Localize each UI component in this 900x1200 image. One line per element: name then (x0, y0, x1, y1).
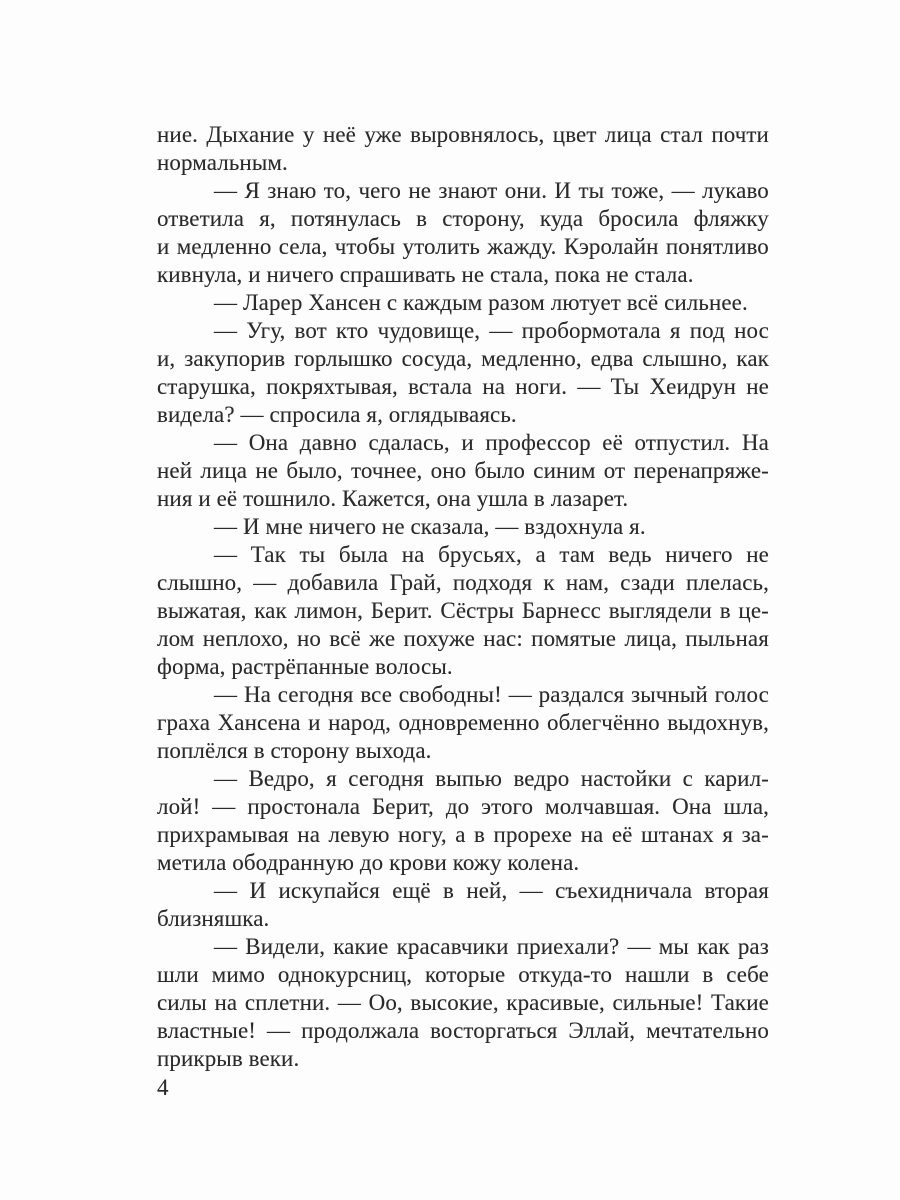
word: брусьях, (438, 542, 522, 567)
page-number: 4 (157, 1075, 169, 1100)
word: сплетни. (244, 990, 331, 1015)
word: мечтательно (646, 1018, 769, 1043)
word: Кэролайн (563, 234, 659, 259)
word: лимон, (294, 598, 364, 623)
word: сегодня (277, 682, 354, 707)
word: чего (358, 178, 401, 203)
word: не (408, 178, 432, 203)
word: на (297, 822, 321, 847)
word: слышно, (157, 570, 243, 595)
word: продолжала (301, 1018, 420, 1043)
text-line: поплёлся в сторону выхода. (157, 738, 432, 763)
word: перенапряже- (633, 458, 769, 483)
word: — (214, 878, 238, 903)
word: уже (364, 122, 402, 147)
word: было, (286, 458, 343, 483)
word: прихрамывая (157, 822, 289, 847)
word: — (214, 766, 238, 791)
word: Хансена (217, 710, 301, 735)
word: знаю (267, 178, 317, 203)
paragraph (157, 765, 769, 877)
word: Оо, (368, 990, 403, 1015)
word: ногу, (398, 822, 447, 847)
word: закупорив (184, 346, 286, 371)
word: лукаво (702, 178, 769, 203)
word: как (254, 598, 287, 623)
word: под (689, 318, 725, 343)
word: в (702, 962, 714, 987)
word: ведь (608, 542, 652, 567)
word: свободны! (398, 682, 502, 707)
word: На (243, 682, 271, 707)
text-line (157, 961, 769, 989)
word: в (443, 878, 454, 903)
word: Хеидрун (649, 374, 736, 399)
word: понятливо (665, 234, 769, 259)
word: покряхтывая, (266, 374, 398, 399)
word: синим (533, 458, 596, 483)
paragraph (157, 877, 769, 933)
word: вот (294, 318, 327, 343)
word: было (474, 458, 526, 483)
word: и (157, 234, 170, 259)
word: я (722, 822, 734, 847)
word: высокие, (410, 990, 499, 1015)
word: выдохнув, (667, 710, 769, 735)
text-line (157, 177, 769, 205)
paragraph (157, 681, 769, 765)
paragraph (157, 429, 769, 513)
word: в (719, 598, 731, 623)
word: — (214, 934, 238, 959)
word: мы (658, 934, 689, 959)
text-line (157, 121, 769, 149)
text-line (157, 429, 769, 457)
word: цвет (552, 122, 597, 147)
word: едва (590, 346, 634, 371)
word: Я (244, 178, 260, 203)
word: помятые (531, 626, 617, 651)
word: встала (408, 374, 473, 399)
word: шла, (723, 794, 769, 819)
word: сзади (620, 570, 675, 595)
word: которые (425, 962, 506, 987)
word: её (611, 822, 633, 847)
word: похуже (403, 626, 475, 651)
text-line (157, 597, 769, 625)
word: — (519, 878, 543, 903)
word: — (214, 682, 238, 707)
word: нас: (483, 626, 523, 651)
word: Эллай, (568, 1018, 636, 1043)
word: на (580, 822, 604, 847)
word: — (214, 542, 238, 567)
word: штанах (640, 822, 714, 847)
word: чудовище, (377, 318, 481, 343)
paragraph (157, 541, 769, 681)
word: Барнесс (521, 598, 601, 623)
word: ничего (665, 542, 733, 567)
word: пыльная (685, 626, 769, 651)
text-line: близняшка. (157, 906, 270, 931)
word: Ты (610, 374, 640, 399)
word: лица, (624, 626, 677, 651)
word: — (508, 682, 532, 707)
word: приехали? (516, 934, 620, 959)
word: слышно, (642, 346, 728, 371)
word: и (461, 430, 474, 455)
word: но (297, 626, 322, 651)
word: я (669, 318, 681, 343)
word: в (474, 822, 486, 847)
paragraph (157, 289, 769, 317)
word: ты (299, 542, 326, 567)
word: у (302, 122, 315, 147)
word: — (671, 178, 695, 203)
word: давно (299, 430, 357, 455)
word: силы (157, 990, 207, 1015)
word: властные! (157, 1018, 257, 1043)
word: И (554, 178, 572, 203)
word: оно (430, 458, 467, 483)
word: не (746, 374, 769, 399)
word: ведро (513, 766, 570, 791)
word: однокурсниц, (277, 962, 413, 987)
text-line (157, 681, 769, 709)
word: выжатая, (157, 598, 247, 623)
word: На (741, 430, 769, 455)
text-line (157, 989, 769, 1017)
word: ещё (392, 878, 431, 903)
word: к (543, 570, 555, 595)
word: и, (157, 346, 176, 371)
text-line: кивнула, и ничего спрашивать не стала, пока не стала. (157, 262, 694, 287)
word: — (337, 990, 361, 1015)
word: на (401, 542, 425, 567)
word: и (308, 710, 321, 735)
word: — (627, 934, 651, 959)
word: с (682, 766, 693, 791)
word: це- (738, 598, 769, 623)
word: граха (157, 710, 211, 735)
word: стал (660, 122, 703, 147)
text-line (157, 205, 769, 233)
word: выпью (435, 766, 503, 791)
word: на (214, 990, 238, 1015)
text-line (157, 233, 769, 261)
word: сосуда, (401, 346, 473, 371)
word: подходя (452, 570, 533, 595)
text-line: метила ободранную до крови кожу колена. (157, 850, 580, 875)
word: — (214, 178, 238, 203)
word: я, (259, 206, 276, 231)
word: на (482, 374, 506, 399)
word: Сёстры (440, 598, 515, 623)
word: неплохо, (202, 626, 289, 651)
paragraph (157, 121, 769, 177)
word: за- (741, 822, 769, 847)
text-line: прикрыв веки. (157, 1046, 300, 1071)
word: И (249, 878, 267, 903)
word: почти (711, 122, 769, 147)
word: сегодня (348, 766, 424, 791)
text-line (157, 625, 769, 653)
word: медленно (176, 234, 272, 259)
word: профессор (485, 430, 591, 455)
word: красавчики (396, 934, 509, 959)
word: Видели, (245, 934, 326, 959)
word: лица (200, 458, 248, 483)
word: была (338, 542, 389, 567)
text-line: — И мне ничего не сказала, — вздохнула я. (214, 514, 646, 539)
text-line (157, 793, 769, 821)
word: я (326, 766, 337, 791)
word: там (559, 542, 595, 567)
word: не (255, 458, 279, 483)
word: села, (278, 234, 328, 259)
word: чтобы (334, 234, 396, 259)
word: как (697, 934, 730, 959)
word: от (603, 458, 626, 483)
word: восторгаться (430, 1018, 558, 1043)
word: простонала (247, 794, 361, 819)
text-line (157, 877, 769, 905)
word: горлышко (294, 346, 393, 371)
word: потянулась (290, 206, 401, 231)
word: Берит, (371, 794, 434, 819)
word: лом (157, 626, 195, 651)
word: нос (734, 318, 769, 343)
word: облегчённо (547, 710, 660, 735)
word: шли (157, 962, 199, 987)
word: — (253, 570, 277, 595)
word: левую (328, 822, 390, 847)
word: — (212, 794, 236, 819)
text-line (157, 541, 769, 569)
word: Угу, (246, 318, 286, 343)
paragraph (157, 177, 769, 289)
word: а (455, 822, 466, 847)
text-line (157, 821, 769, 849)
word: ней, (466, 878, 508, 903)
word: точнее, (350, 458, 423, 483)
word: прорехе (493, 822, 573, 847)
word: медленно, (481, 346, 582, 371)
word: молчавшая. (545, 794, 661, 819)
word: утолить (402, 234, 480, 259)
text-line: видела? — спросила я, оглядываясь. (157, 402, 517, 427)
word: неё (322, 122, 356, 147)
text-line: нормальным. (157, 150, 288, 175)
word: фляжку (693, 206, 769, 231)
word: Дыхание (206, 122, 295, 147)
word: Берит. (370, 598, 433, 623)
word: Так (250, 542, 286, 567)
word: нам, (565, 570, 610, 595)
word: Ведро, (248, 766, 315, 791)
paragraph (157, 933, 769, 1073)
word: себе (726, 962, 769, 987)
text-line: форма, растрёпанные волосы. (157, 654, 453, 679)
word: — (267, 1018, 291, 1043)
text-line (157, 933, 769, 961)
word: голос (714, 682, 769, 707)
word: а (535, 542, 546, 567)
word: выровнялось, (410, 122, 545, 147)
word: сторону, (442, 206, 525, 231)
word: ноги. (515, 374, 568, 399)
text-line (157, 373, 769, 401)
text-line (157, 569, 769, 597)
word: — (214, 318, 238, 343)
word: её (602, 430, 623, 455)
text-line (157, 345, 769, 373)
text-line (157, 1017, 769, 1045)
word: пробормотала (521, 318, 661, 343)
word: откуда-то (518, 962, 613, 987)
word: тоже, (611, 178, 665, 203)
word: старушка, (157, 374, 256, 399)
paragraph (157, 513, 769, 541)
word: они. (504, 178, 548, 203)
word: красивые, (506, 990, 605, 1015)
word: добавила (287, 570, 379, 595)
word: — (489, 318, 513, 343)
text-line: — Ларер Хансен с каждым разом лютует всё сильнее. (214, 290, 748, 315)
word: мимо (211, 962, 265, 987)
word: какие (333, 934, 389, 959)
word: раз (737, 934, 769, 959)
word: ней (157, 458, 193, 483)
text-line (157, 317, 769, 345)
word: ответила (157, 206, 245, 231)
word: сильные! (612, 990, 704, 1015)
word: жажду. (487, 234, 557, 259)
word: одновременно (398, 710, 540, 735)
word: кто (335, 318, 369, 343)
word: ние. (157, 122, 198, 147)
word: карил- (704, 766, 769, 791)
word: народ, (328, 710, 391, 735)
word: до (445, 794, 470, 819)
word: выглядели (608, 598, 712, 623)
paragraph (157, 317, 769, 429)
word: отпустил. (634, 430, 731, 455)
word: как (736, 346, 769, 371)
word: же (369, 626, 396, 651)
word: бросила (598, 206, 679, 231)
word: нашли (624, 962, 690, 987)
word: зычный (631, 682, 708, 707)
text-line (157, 457, 769, 485)
word: в (416, 206, 428, 231)
word: ты (578, 178, 605, 203)
word: съехидничала (555, 878, 693, 903)
text-block (157, 121, 769, 1073)
word: сдалась, (368, 430, 450, 455)
text-line (157, 765, 769, 793)
word: знают (438, 178, 498, 203)
word: плелась, (686, 570, 769, 595)
word: куда (539, 206, 584, 231)
word: — (214, 430, 238, 455)
word: Она (672, 794, 712, 819)
word: Такие (711, 990, 769, 1015)
word: то, (323, 178, 352, 203)
word: настойки (580, 766, 672, 791)
word: всё (329, 626, 361, 651)
word: все (360, 682, 393, 707)
word: — (577, 374, 601, 399)
word: не (746, 542, 769, 567)
word: искупайся (278, 878, 380, 903)
text-line: ния и её тошнило. Кажется, она ушла в лазарет. (157, 486, 629, 511)
word: этого (481, 794, 534, 819)
word: вторая (704, 878, 769, 903)
text-line (157, 709, 769, 737)
word: лица (604, 122, 652, 147)
word: Она (248, 430, 289, 455)
word: раздался (538, 682, 625, 707)
word: Грай, (389, 570, 442, 595)
word: лой! (157, 794, 201, 819)
